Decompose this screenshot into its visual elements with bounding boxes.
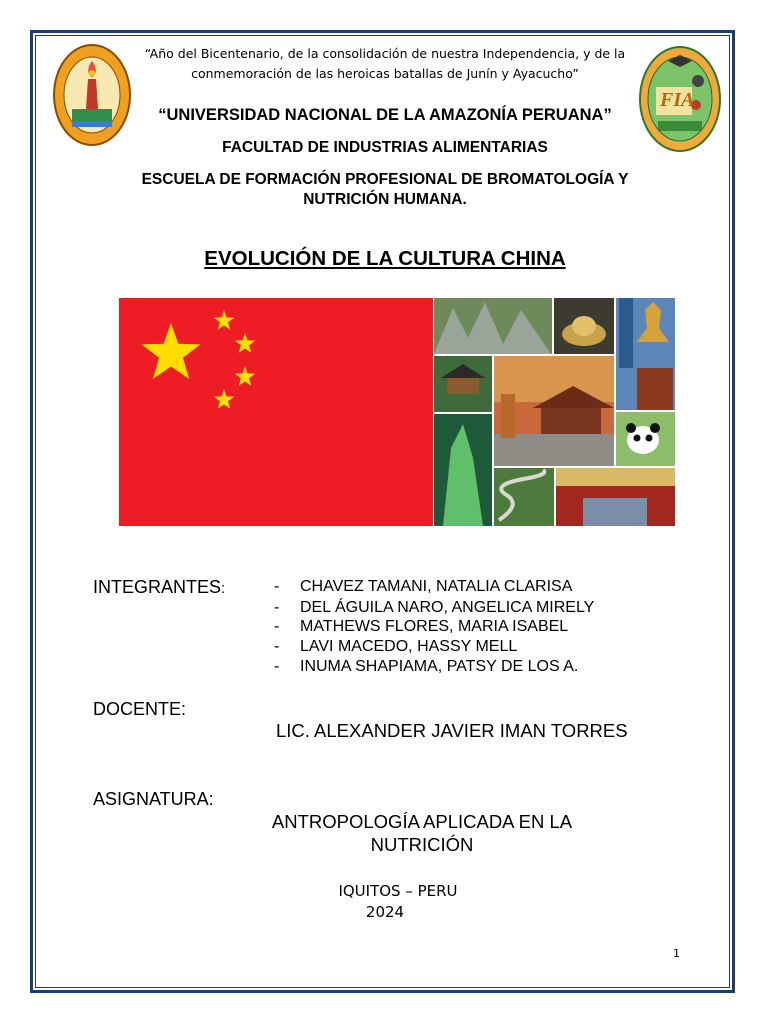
school-name-line-2: NUTRICIÓN HUMANA. <box>303 191 467 208</box>
university-seal-logo <box>52 43 132 147</box>
place-and-year <box>300 881 470 923</box>
subject-line-2: NUTRICIÓN <box>370 834 474 855</box>
teacher-label: DOCENTE: <box>93 699 187 719</box>
university-name: “UNIVERSIDAD NACIONAL DE LA AMAZONÍA PERUANA” <box>158 106 612 124</box>
subject-line-1: ANTROPOLOGÍA APLICADA EN LA <box>271 811 573 832</box>
subject-label: ASIGNATURA: <box>93 789 214 809</box>
motto-line-1: “Año del Bicentenario, de la consolidación de nuestra Independencia, y de la <box>144 46 626 61</box>
faculty-logo-letters: FIA <box>660 89 695 111</box>
faculty-name: FACULTAD DE INDUSTRIAS ALIMENTARIAS <box>222 139 548 156</box>
member-item: - MATHEWS FLORES, MARIA ISABEL <box>274 618 569 635</box>
member-item: - DEL ÁGUILA NARO, ANGELICA MIRELY <box>274 599 595 616</box>
subject-name <box>240 810 604 856</box>
china-landmarks-collage <box>433 298 675 526</box>
place: IQUITOS – PERU <box>338 882 458 900</box>
china-flag-image <box>119 298 433 526</box>
year-motto <box>130 44 640 84</box>
school-name <box>80 170 690 210</box>
document-title: EVOLUCIÓN DE LA CULTURA CHINA <box>204 247 566 270</box>
faculty-seal-logo <box>638 45 722 153</box>
members-label: INTEGRANTES: <box>93 577 226 597</box>
member-item: - INUMA SHAPIAMA, PATSY DE LOS A. <box>274 658 579 675</box>
member-item: - LAVI MACEDO, HASSY MELL <box>274 638 518 655</box>
school-name-line-1: ESCUELA DE FORMACIÓN PROFESIONAL DE BROMATOLOGÍA Y <box>141 171 629 188</box>
member-item: - CHAVEZ TAMANI, NATALIA CLARISA <box>274 578 573 595</box>
teacher-name: LIC. ALEXANDER JAVIER IMAN TORRES <box>276 720 628 741</box>
motto-line-2: conmemoración de las heroicas batallas de Junín y Ayacucho” <box>191 66 579 81</box>
year: 2024 <box>365 903 405 921</box>
page-number: 1 <box>673 947 680 960</box>
